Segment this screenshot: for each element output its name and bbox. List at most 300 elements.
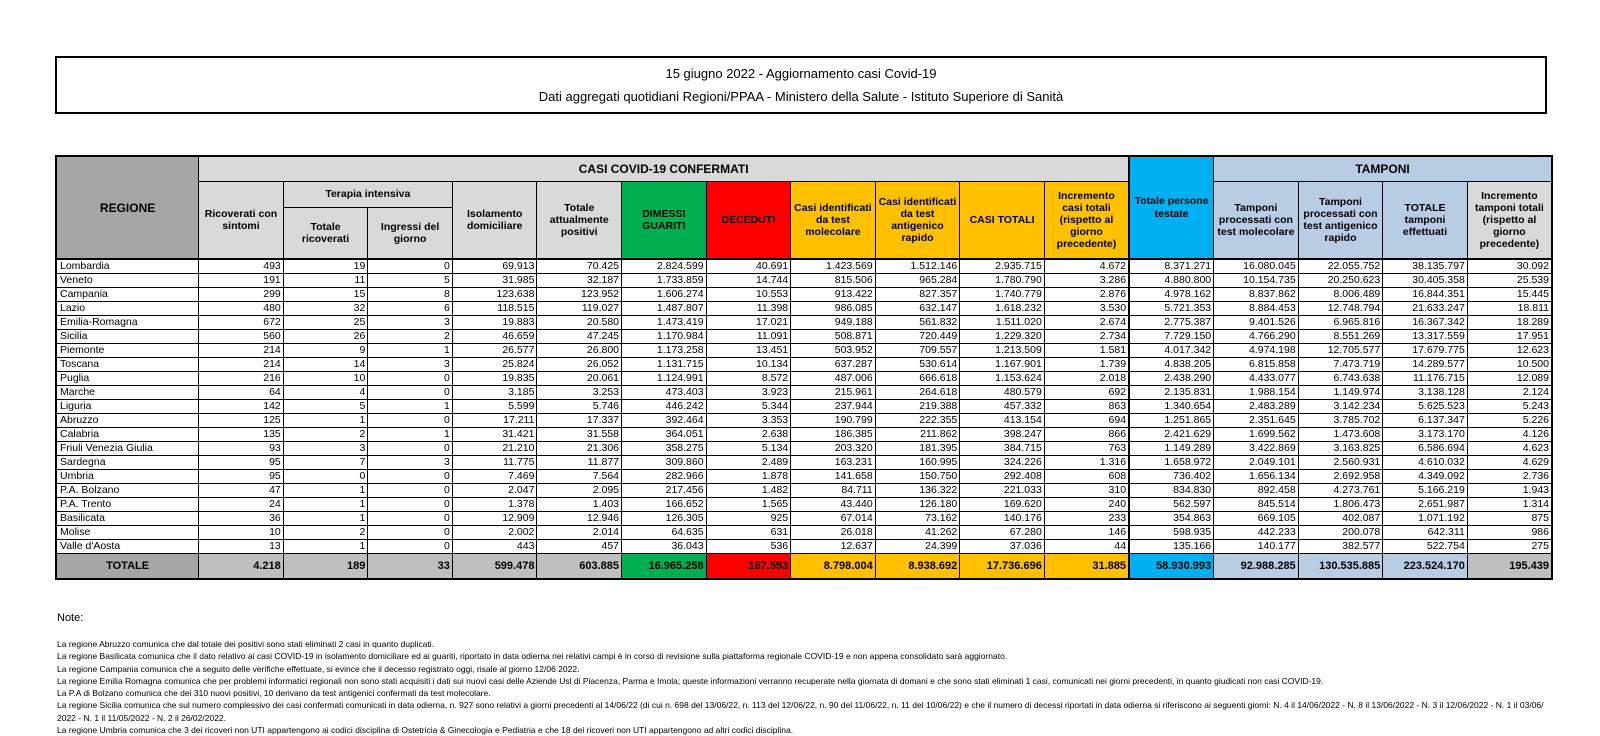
header-totale-attualmente-positivi: Totale attualmente positivi [537, 181, 622, 259]
value-cell: 0 [368, 386, 453, 400]
value-cell: 37.036 [960, 540, 1045, 554]
total-row [56, 554, 1552, 579]
value-cell: 3 [283, 442, 368, 456]
value-cell: 21.306 [537, 442, 622, 456]
header-regione: REGIONE [56, 156, 199, 259]
value-cell: 2.876 [1044, 288, 1129, 302]
value-cell: 669.105 [1214, 512, 1299, 526]
value-cell: 5.625.523 [1383, 400, 1468, 414]
region-name-cell: Valle d'Aosta [56, 540, 199, 554]
header-ingressi-del-giorno: Ingressi del giorno [368, 207, 453, 259]
notes-lines [57, 638, 1549, 736]
value-cell: 181.395 [875, 442, 960, 456]
value-cell: 0 [368, 259, 453, 274]
total-value-cell: 8.798.004 [791, 554, 876, 579]
value-cell: 384.715 [960, 442, 1045, 456]
table-row [56, 386, 1552, 400]
total-value-cell: 4.218 [199, 554, 284, 579]
value-cell: 299 [199, 288, 284, 302]
value-cell: 4.273.761 [1298, 484, 1383, 498]
value-cell: 2.734 [1044, 330, 1129, 344]
value-cell: 150.750 [875, 470, 960, 484]
total-value-cell: 31.885 [1044, 554, 1129, 579]
value-cell: 12.946 [537, 512, 622, 526]
value-cell: 480 [199, 302, 284, 316]
value-cell: 126.305 [622, 512, 707, 526]
region-name-cell: Molise [56, 526, 199, 540]
value-cell: 5.134 [706, 442, 791, 456]
value-cell: 186.385 [791, 428, 876, 442]
value-cell: 275 [1467, 540, 1552, 554]
value-cell: 1.173.258 [622, 344, 707, 358]
value-cell: 1 [368, 344, 453, 358]
value-cell: 12.748.794 [1298, 302, 1383, 316]
value-cell: 123.638 [452, 288, 537, 302]
value-cell: 1.988.154 [1214, 386, 1299, 400]
header-dimessi-guariti: DIMESSI GUARITI [622, 181, 707, 259]
value-cell: 4.126 [1467, 428, 1552, 442]
value-cell: 31.421 [452, 428, 537, 442]
value-cell: 221.033 [960, 484, 1045, 498]
value-cell: 834.830 [1129, 484, 1214, 498]
value-cell: 0 [368, 442, 453, 456]
value-cell: 1.512.146 [875, 259, 960, 274]
value-cell: 11.775 [452, 456, 537, 470]
value-cell: 1.878 [706, 470, 791, 484]
value-cell: 2.651.987 [1383, 498, 1468, 512]
notes-section [57, 612, 1549, 736]
value-cell: 219.388 [875, 400, 960, 414]
value-cell: 560 [199, 330, 284, 344]
value-cell: 1 [283, 540, 368, 554]
value-cell: 8.837.862 [1214, 288, 1299, 302]
title-line-1: 15 giugno 2022 - Aggiornamento casi Covid-19 [665, 66, 937, 81]
value-cell: 1.131.715 [622, 358, 707, 372]
value-cell: 8.551.269 [1298, 330, 1383, 344]
value-cell: 13.451 [706, 344, 791, 358]
value-cell: 163.231 [791, 456, 876, 470]
header-tamponi-molecolare: Tamponi processati con test molecolare [1214, 181, 1299, 259]
value-cell: 16.367.342 [1383, 316, 1468, 330]
value-cell: 3.286 [1044, 274, 1129, 288]
header-terapia-intensiva: Terapia intensiva [283, 181, 452, 207]
value-cell: 3 [368, 456, 453, 470]
value-cell: 446.242 [622, 400, 707, 414]
value-cell: 119.027 [537, 302, 622, 316]
value-cell: 442.233 [1214, 526, 1299, 540]
value-cell: 608 [1044, 470, 1129, 484]
table-row [56, 274, 1552, 288]
value-cell: 694 [1044, 414, 1129, 428]
value-cell: 16.844.351 [1383, 288, 1468, 302]
value-cell: 672 [199, 316, 284, 330]
value-cell: 1.511.020 [960, 316, 1045, 330]
value-cell: 1.581 [1044, 344, 1129, 358]
value-cell: 1.473.419 [622, 316, 707, 330]
note-line: La regione Emilia Romagna comunica che per problemi informatici regionali non sono stati acquisiti i dati sui nuovi casi delle Aziende Usl di Piacenza, Parma e Imola; queste informazioni verranno recuperate nella giornata di domani e che sono stati eliminati 1 casi, comunicati nei giorni precedenti, in quanto giudicati non casi COVID-19. [57, 675, 1324, 686]
value-cell: 64 [199, 386, 284, 400]
value-cell: 709.557 [875, 344, 960, 358]
value-cell: 1.943 [1467, 484, 1552, 498]
table-row [56, 428, 1552, 442]
value-cell: 720.449 [875, 330, 960, 344]
total-value-cell: 599.478 [452, 554, 537, 579]
header-totale-tamponi: TOTALE tamponi effettuati [1383, 181, 1468, 259]
value-cell: 1.606.274 [622, 288, 707, 302]
value-cell: 7.473.719 [1298, 358, 1383, 372]
value-cell: 1 [283, 498, 368, 512]
value-cell: 26.800 [537, 344, 622, 358]
value-cell: 8.884.453 [1214, 302, 1299, 316]
value-cell: 32 [283, 302, 368, 316]
region-name-cell: Basilicata [56, 512, 199, 526]
value-cell: 12.705.577 [1298, 344, 1383, 358]
value-cell: 508.871 [791, 330, 876, 344]
table-row [56, 288, 1552, 302]
note-line: La P.A di Bolzano comunica che dei 310 nuovi positivi, 10 derivano da test antigenici confermati da test molecolare. [57, 688, 491, 699]
value-cell: 815.506 [791, 274, 876, 288]
value-cell: 11.877 [537, 456, 622, 470]
value-cell: 1.656.134 [1214, 470, 1299, 484]
value-cell: 25 [283, 316, 368, 330]
value-cell: 25.539 [1467, 274, 1552, 288]
value-cell: 125 [199, 414, 284, 428]
value-cell: 10.154.735 [1214, 274, 1299, 288]
table-row [56, 498, 1552, 512]
value-cell: 364.051 [622, 428, 707, 442]
value-cell: 9.401.526 [1214, 316, 1299, 330]
value-cell: 10 [199, 526, 284, 540]
value-cell: 18.811 [1467, 302, 1552, 316]
value-cell: 2.483.289 [1214, 400, 1299, 414]
value-cell: 4.880.800 [1129, 274, 1214, 288]
value-cell: 140.177 [1214, 540, 1299, 554]
value-cell: 47 [199, 484, 284, 498]
value-cell: 6.965.816 [1298, 316, 1383, 330]
value-cell: 0 [368, 414, 453, 428]
value-cell: 875 [1467, 512, 1552, 526]
note-line: La regione Basilicata comunica che il dato relativo ai casi COVID-19 in isolamento domiciliare ed ai guariti, riportato in data odierna nei relativi campi è in corso di revisione sulla piattaforma regionale COVID-19 e non appena consolidato sarà aggiornato. [57, 651, 1008, 662]
value-cell: 2 [283, 526, 368, 540]
value-cell: 203.320 [791, 442, 876, 456]
value-cell: 5.226 [1467, 414, 1552, 428]
value-cell: 26.052 [537, 358, 622, 372]
value-cell: 14.289.577 [1383, 358, 1468, 372]
value-cell: 3.163.825 [1298, 442, 1383, 456]
value-cell: 282.966 [622, 470, 707, 484]
value-cell: 191 [199, 274, 284, 288]
value-cell: 40.691 [706, 259, 791, 274]
value-cell: 200.078 [1298, 526, 1383, 540]
value-cell: 73.162 [875, 512, 960, 526]
header-totale-persone-testate: Totale persone testate [1129, 156, 1214, 259]
header-casi-totali: CASI TOTALI [960, 181, 1045, 259]
value-cell: 1.423.569 [791, 259, 876, 274]
note-line: La regione Umbria comunica che 3 dei ricoveri non UTI appartengono ai codici disciplina di Ostetricia & Ginecologia e Pediatria e che 18 dei ricoveri non UTI appartengono ad altri codici disciplina. [57, 725, 794, 736]
value-cell: 1.806.473 [1298, 498, 1383, 512]
value-cell: 4.623 [1467, 442, 1552, 456]
value-cell: 14.744 [706, 274, 791, 288]
value-cell: 3.142.234 [1298, 400, 1383, 414]
value-cell: 20.061 [537, 372, 622, 386]
value-cell: 38.135.797 [1383, 259, 1468, 274]
value-cell: 986.085 [791, 302, 876, 316]
value-cell: 67.280 [960, 526, 1045, 540]
value-cell: 4.433.077 [1214, 372, 1299, 386]
value-cell: 530.614 [875, 358, 960, 372]
total-value-cell: 58.930.993 [1129, 554, 1214, 579]
value-cell: 84.711 [791, 484, 876, 498]
value-cell: 1.487.807 [622, 302, 707, 316]
value-cell: 392.464 [622, 414, 707, 428]
value-cell: 15 [283, 288, 368, 302]
value-cell: 2.638 [706, 428, 791, 442]
value-cell: 402.087 [1298, 512, 1383, 526]
value-cell: 413.154 [960, 414, 1045, 428]
value-cell: 15.445 [1467, 288, 1552, 302]
region-name-cell: Toscana [56, 358, 199, 372]
total-label-cell: TOTALE [56, 554, 199, 579]
total-value-cell: 8.938.692 [875, 554, 960, 579]
value-cell: 1.658.972 [1129, 456, 1214, 470]
value-cell: 1.618.232 [960, 302, 1045, 316]
value-cell: 2.014 [537, 526, 622, 540]
region-name-cell: Lazio [56, 302, 199, 316]
value-cell: 913.422 [791, 288, 876, 302]
value-cell: 214 [199, 358, 284, 372]
value-cell: 13.317.559 [1383, 330, 1468, 344]
value-cell: 1.170.984 [622, 330, 707, 344]
value-cell: 1.733.859 [622, 274, 707, 288]
header-tamponi-band: TAMPONI [1214, 156, 1552, 181]
value-cell: 2.095 [537, 484, 622, 498]
value-cell: 8.572 [706, 372, 791, 386]
value-cell: 13 [199, 540, 284, 554]
value-cell: 11.091 [706, 330, 791, 344]
value-cell: 0 [368, 470, 453, 484]
value-cell: 7.564 [537, 470, 622, 484]
value-cell: 6.137.347 [1383, 414, 1468, 428]
value-cell: 11.176.715 [1383, 372, 1468, 386]
value-cell: 863 [1044, 400, 1129, 414]
table-row [56, 330, 1552, 344]
value-cell: 1.403 [537, 498, 622, 512]
value-cell: 6 [368, 302, 453, 316]
value-cell: 1.229.320 [960, 330, 1045, 344]
value-cell: 4 [283, 386, 368, 400]
value-cell: 24 [199, 498, 284, 512]
note-line: La regione Campania comunica che a seguito delle verifiche effettuate, si evince che il decesso registrato oggi, risale al giorno 12/06 2022. [57, 663, 580, 674]
value-cell: 222.355 [875, 414, 960, 428]
value-cell: 7 [283, 456, 368, 470]
value-cell: 95 [199, 456, 284, 470]
value-cell: 3.785.702 [1298, 414, 1383, 428]
value-cell: 25.824 [452, 358, 537, 372]
value-cell: 16.080.045 [1214, 259, 1299, 274]
value-cell: 20.580 [537, 316, 622, 330]
value-cell: 736.402 [1129, 470, 1214, 484]
table-row [56, 400, 1552, 414]
value-cell: 443 [452, 540, 537, 554]
value-cell: 2.824.599 [622, 259, 707, 274]
value-cell: 1.071.192 [1383, 512, 1468, 526]
header-casi-test-antigenico: Casi identificati da test antigenico rapido [875, 181, 960, 259]
total-value-cell: 16.965.258 [622, 554, 707, 579]
value-cell: 1.340.654 [1129, 400, 1214, 414]
value-cell: 233 [1044, 512, 1129, 526]
table-row [56, 540, 1552, 554]
table-row [56, 372, 1552, 386]
table-footer [56, 554, 1552, 579]
value-cell: 30.092 [1467, 259, 1552, 274]
value-cell: 160.995 [875, 456, 960, 470]
value-cell: 358.275 [622, 442, 707, 456]
value-cell: 17.211 [452, 414, 537, 428]
value-cell: 190.799 [791, 414, 876, 428]
value-cell: 237.944 [791, 400, 876, 414]
region-name-cell: Campania [56, 288, 199, 302]
value-cell: 632.147 [875, 302, 960, 316]
header-incremento-tamponi: Incremento tamponi totali (rispetto al giorno precedente) [1467, 181, 1552, 259]
value-cell: 240 [1044, 498, 1129, 512]
value-cell: 892.458 [1214, 484, 1299, 498]
region-name-cell: Sardegna [56, 456, 199, 470]
value-cell: 11 [283, 274, 368, 288]
value-cell: 845.514 [1214, 498, 1299, 512]
value-cell: 31.558 [537, 428, 622, 442]
value-cell: 46.659 [452, 330, 537, 344]
region-name-cell: Puglia [56, 372, 199, 386]
notes-heading: Note: [57, 612, 84, 624]
table-row [56, 414, 1552, 428]
value-cell: 8.371.271 [1129, 259, 1214, 274]
value-cell: 292.408 [960, 470, 1045, 484]
value-cell: 3.253 [537, 386, 622, 400]
value-cell: 5 [283, 400, 368, 414]
value-cell: 1.314 [1467, 498, 1552, 512]
title-line-2: Dati aggregati quotidiani Regioni/PPAA - Ministero della Salute - Istituto Superiore di Sanità [538, 89, 1064, 104]
value-cell: 503.952 [791, 344, 876, 358]
total-value-cell: 195.439 [1467, 554, 1552, 579]
value-cell: 2.489 [706, 456, 791, 470]
value-cell: 965.284 [875, 274, 960, 288]
region-name-cell: Calabria [56, 428, 199, 442]
value-cell: 141.658 [791, 470, 876, 484]
value-cell: 1.316 [1044, 456, 1129, 470]
value-cell: 4.672 [1044, 259, 1129, 274]
value-cell: 5.344 [706, 400, 791, 414]
value-cell: 4.349.092 [1383, 470, 1468, 484]
value-cell: 64.635 [622, 526, 707, 540]
value-cell: 1.153.624 [960, 372, 1045, 386]
value-cell: 11.398 [706, 302, 791, 316]
value-cell: 2 [283, 428, 368, 442]
value-cell: 41.262 [875, 526, 960, 540]
value-cell: 169.620 [960, 498, 1045, 512]
region-name-cell: Friuli Venezia Giulia [56, 442, 199, 456]
total-value-cell: 223.524.170 [1383, 554, 1468, 579]
value-cell: 26.018 [791, 526, 876, 540]
table-row [56, 470, 1552, 484]
total-value-cell: 167.553 [706, 554, 791, 579]
value-cell: 36 [199, 512, 284, 526]
value-cell: 12.623 [1467, 344, 1552, 358]
value-cell: 1 [283, 484, 368, 498]
title-box [55, 56, 1547, 114]
value-cell: 642.311 [1383, 526, 1468, 540]
value-cell: 95 [199, 470, 284, 484]
value-cell: 3.173.170 [1383, 428, 1468, 442]
value-cell: 1.699.562 [1214, 428, 1299, 442]
total-value-cell: 92.988.285 [1214, 554, 1299, 579]
value-cell: 5.746 [537, 400, 622, 414]
value-cell: 4.978.162 [1129, 288, 1214, 302]
value-cell: 457 [537, 540, 622, 554]
value-cell: 1 [283, 414, 368, 428]
table-row [56, 484, 1552, 498]
value-cell: 2.560.931 [1298, 456, 1383, 470]
value-cell: 2.135.831 [1129, 386, 1214, 400]
value-cell: 562.597 [1129, 498, 1214, 512]
value-cell: 324.226 [960, 456, 1045, 470]
region-name-cell: Marche [56, 386, 199, 400]
value-cell: 763 [1044, 442, 1129, 456]
value-cell: 598.935 [1129, 526, 1214, 540]
value-cell: 1 [368, 400, 453, 414]
region-name-cell: Sicilia [56, 330, 199, 344]
value-cell: 0 [368, 484, 453, 498]
header-incremento-casi: Incremento casi totali (rispetto al giorno precedente) [1044, 181, 1129, 259]
value-cell: 142 [199, 400, 284, 414]
value-cell: 0 [368, 526, 453, 540]
total-value-cell: 189 [283, 554, 368, 579]
table-row [56, 442, 1552, 456]
value-cell: 5.721.353 [1129, 302, 1214, 316]
value-cell: 3 [368, 358, 453, 372]
value-cell: 215.961 [791, 386, 876, 400]
value-cell: 487.006 [791, 372, 876, 386]
value-cell: 17.337 [537, 414, 622, 428]
value-cell: 36.043 [622, 540, 707, 554]
value-cell: 123.952 [537, 288, 622, 302]
value-cell: 1.740.779 [960, 288, 1045, 302]
header-tamponi-antigenico: Tamponi processati con test antigenico rapido [1298, 181, 1383, 259]
value-cell: 69.913 [452, 259, 537, 274]
value-cell: 1.213.509 [960, 344, 1045, 358]
value-cell: 1.149.974 [1298, 386, 1383, 400]
value-cell: 217.456 [622, 484, 707, 498]
value-cell: 4.017.342 [1129, 344, 1214, 358]
value-cell: 0 [368, 372, 453, 386]
value-cell: 5.243 [1467, 400, 1552, 414]
value-cell: 666.618 [875, 372, 960, 386]
region-name-cell: Lombardia [56, 259, 199, 274]
table-row [56, 302, 1552, 316]
value-cell: 2.421.629 [1129, 428, 1214, 442]
value-cell: 637.287 [791, 358, 876, 372]
value-cell: 5.166.219 [1383, 484, 1468, 498]
total-value-cell: 17.736.696 [960, 554, 1045, 579]
value-cell: 1.124.991 [622, 372, 707, 386]
value-cell: 19 [283, 259, 368, 274]
value-cell: 398.247 [960, 428, 1045, 442]
value-cell: 1.378 [452, 498, 537, 512]
value-cell: 8.006.489 [1298, 288, 1383, 302]
header-totale-ricoverati: Totale ricoverati [283, 207, 368, 259]
value-cell: 70.425 [537, 259, 622, 274]
value-cell: 2.049.101 [1214, 456, 1299, 470]
value-cell: 2.692.958 [1298, 470, 1383, 484]
